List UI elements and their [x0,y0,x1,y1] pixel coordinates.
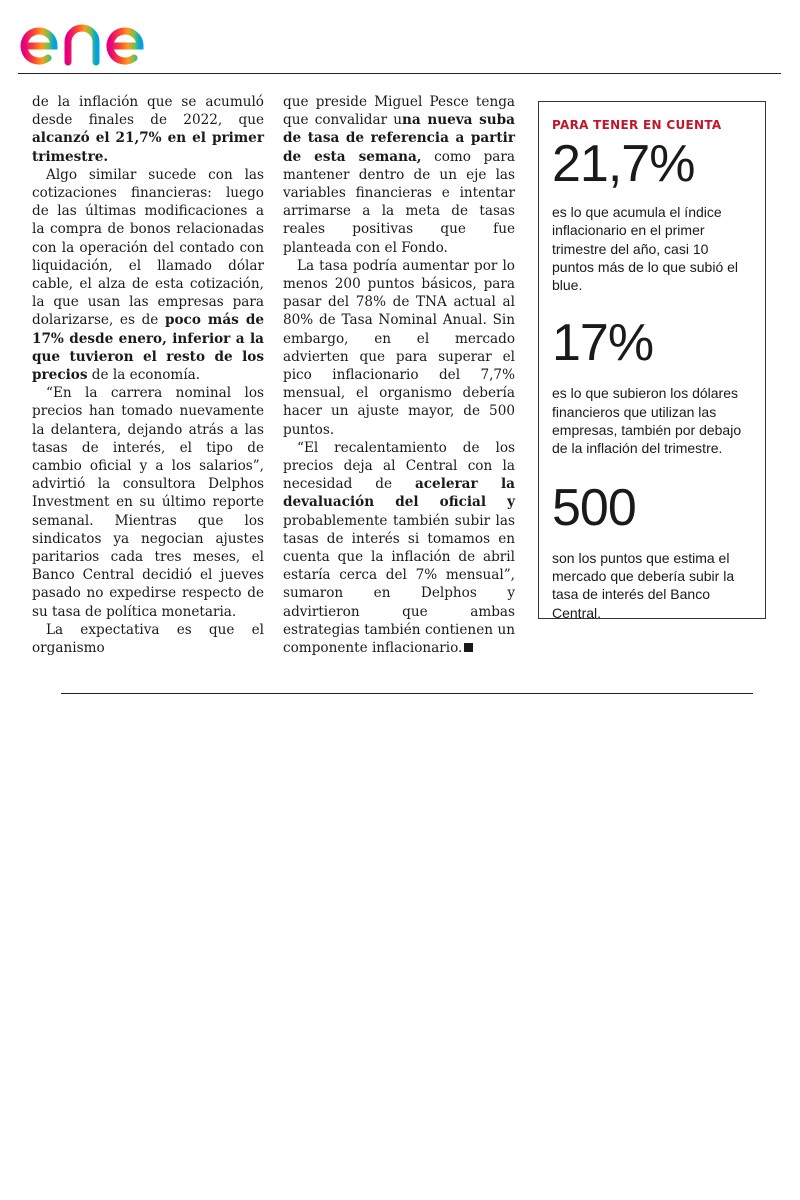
stat-description: es lo que subieron los dólares financieros que utilizan las empresas, también por debajo de la inflación del trimestre. [552,385,742,457]
article-column-1 [32,93,264,657]
end-of-article-icon [464,643,473,652]
footer-rule [61,693,753,694]
paragraph: Algo similar sucede con las cotizaciones financieras: luego de las últimas modificaciones a la compra de bonos relacionadas con la operación del contado con liquidación, el llamado dólar cable, el alza de esta cotización, la que usan las empresas para dolarizarse, es de poco más de 17% desde enero, inferior a la que tuvieron el resto de los precios de la economía. [32,166,264,384]
paragraph: “El recalentamiento de los precios deja al Central con la necesidad de acelerar la devaluación del oficial y probablemente también subir las tasas de interés si tomamos en cuenta que la inflación de abril estaría cerca del 7% mensual”, sumaron en Delphos y advirtieron que ambas estrategias también contienen un componente inflacionario. [283,439,515,657]
article-column-2 [283,93,515,657]
stat-value: 17% [552,314,654,373]
stat-description: es lo que acumula el índice inflacionario en el primer trimestre del año, casi 10 puntos más de lo que subió el blue. [552,204,739,294]
stat-value: 500 [552,478,636,537]
paragraph: “En la carrera nominal los precios han tomado nuevamente la delantera, dejando atrás a las tasas de interés, el tipo de cambio oficial y a los salarios”, advirtió la consultora Delphos Investment en su último reporte semanal. Mientras que los sindicatos ya negocian ajustes paritarios cada tres meses, el Banco Central decidió el jueves pasado no expedirse respecto de su tasa de política monetaria. [32,385,264,620]
header-rule [18,73,781,74]
stat-description: son los puntos que estima el mercado que debería subir la tasa de interés del Banco Central. [552,549,735,621]
paragraph: que preside Miguel Pesce tenga que convalidar una nueva suba de tasa de referencia a partir de esta semana, como para mantener dentro de un eje las variables financieras e intentar arrimarse a la meta de tasas reales positivas que fue planteada con el Fondo. [283,94,515,256]
paragraph: La expectativa es que el organismo [32,621,264,657]
paragraph: de la inflación que se acumuló desde finales de 2022, que alcanzó el 21,7% en el primer trimestre. [32,94,264,165]
sidebar-heading: PARA TENER EN CUENTA [552,118,722,132]
sidebar-box [538,101,766,619]
stat-value: 21,7% [552,135,695,193]
enel-logo [16,4,186,68]
paragraph: La tasa podría aumentar por lo menos 200 puntos básicos, para pasar del 78% de TNA actual al 80% de Tasa Nominal Anual. Sin embargo, en el mercado advierten que para superar el pico inflacionario del 7,7% mensual, el organismo debería hacer un ajuste mayor, de 500 puntos. [283,257,515,438]
